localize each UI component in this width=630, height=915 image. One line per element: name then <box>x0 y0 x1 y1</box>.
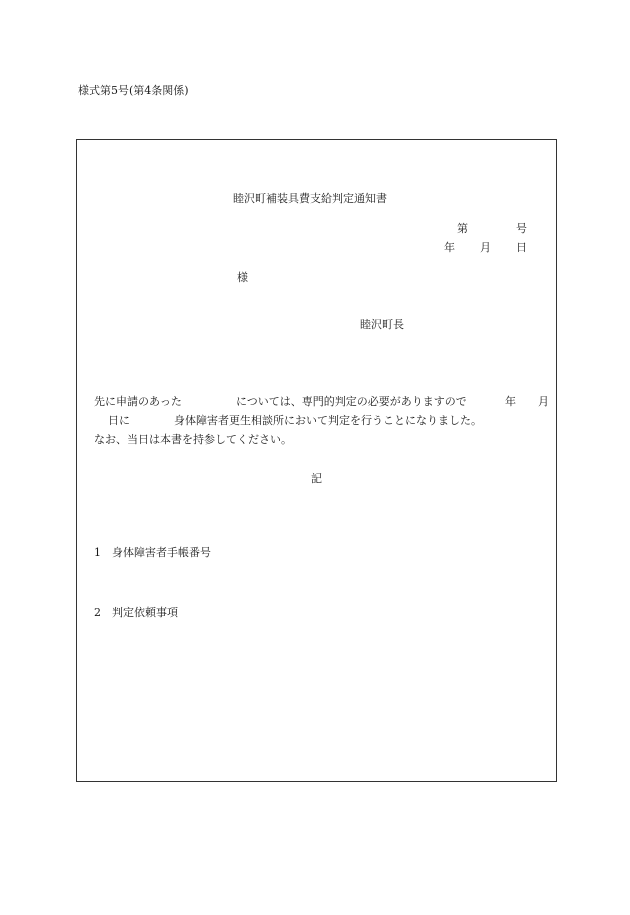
list-item <box>94 606 178 620</box>
item-number: 2 <box>94 606 101 619</box>
body-line3-text: なお、当日は本書を持参してください。 <box>94 433 292 446</box>
date-day-label: 日 <box>516 241 527 254</box>
issuer-name: 睦沢町長 <box>360 318 404 331</box>
date-year-label: 年 <box>444 241 455 254</box>
date-month-label: 月 <box>480 241 491 254</box>
body-line2-text: 身体障害者更生相談所において判定を行うことになりました。 <box>174 414 482 427</box>
list-item <box>94 546 211 560</box>
document-frame <box>76 139 557 782</box>
item-label: 身体障害者手帳番号 <box>112 546 211 559</box>
body-line2-day: 日に <box>108 414 130 427</box>
addressee-suffix: 様 <box>237 271 248 284</box>
ki-heading: 記 <box>311 472 322 485</box>
body-line1-year: 年 <box>505 395 516 408</box>
form-number-label: 様式第5号(第4条関係) <box>78 84 189 97</box>
body-line1-middle: については、専門的判定の必要がありますので <box>236 395 467 408</box>
document-number-suffix: 号 <box>516 222 527 235</box>
body-line1-month: 月 <box>538 395 549 408</box>
document-title: 睦沢町補装具費支給判定通知書 <box>233 192 387 205</box>
item-number: 1 <box>94 546 101 559</box>
item-label: 判定依頼事項 <box>112 606 178 619</box>
document-number-prefix: 第 <box>457 222 468 235</box>
body-line1-start: 先に申請のあった <box>94 395 182 408</box>
